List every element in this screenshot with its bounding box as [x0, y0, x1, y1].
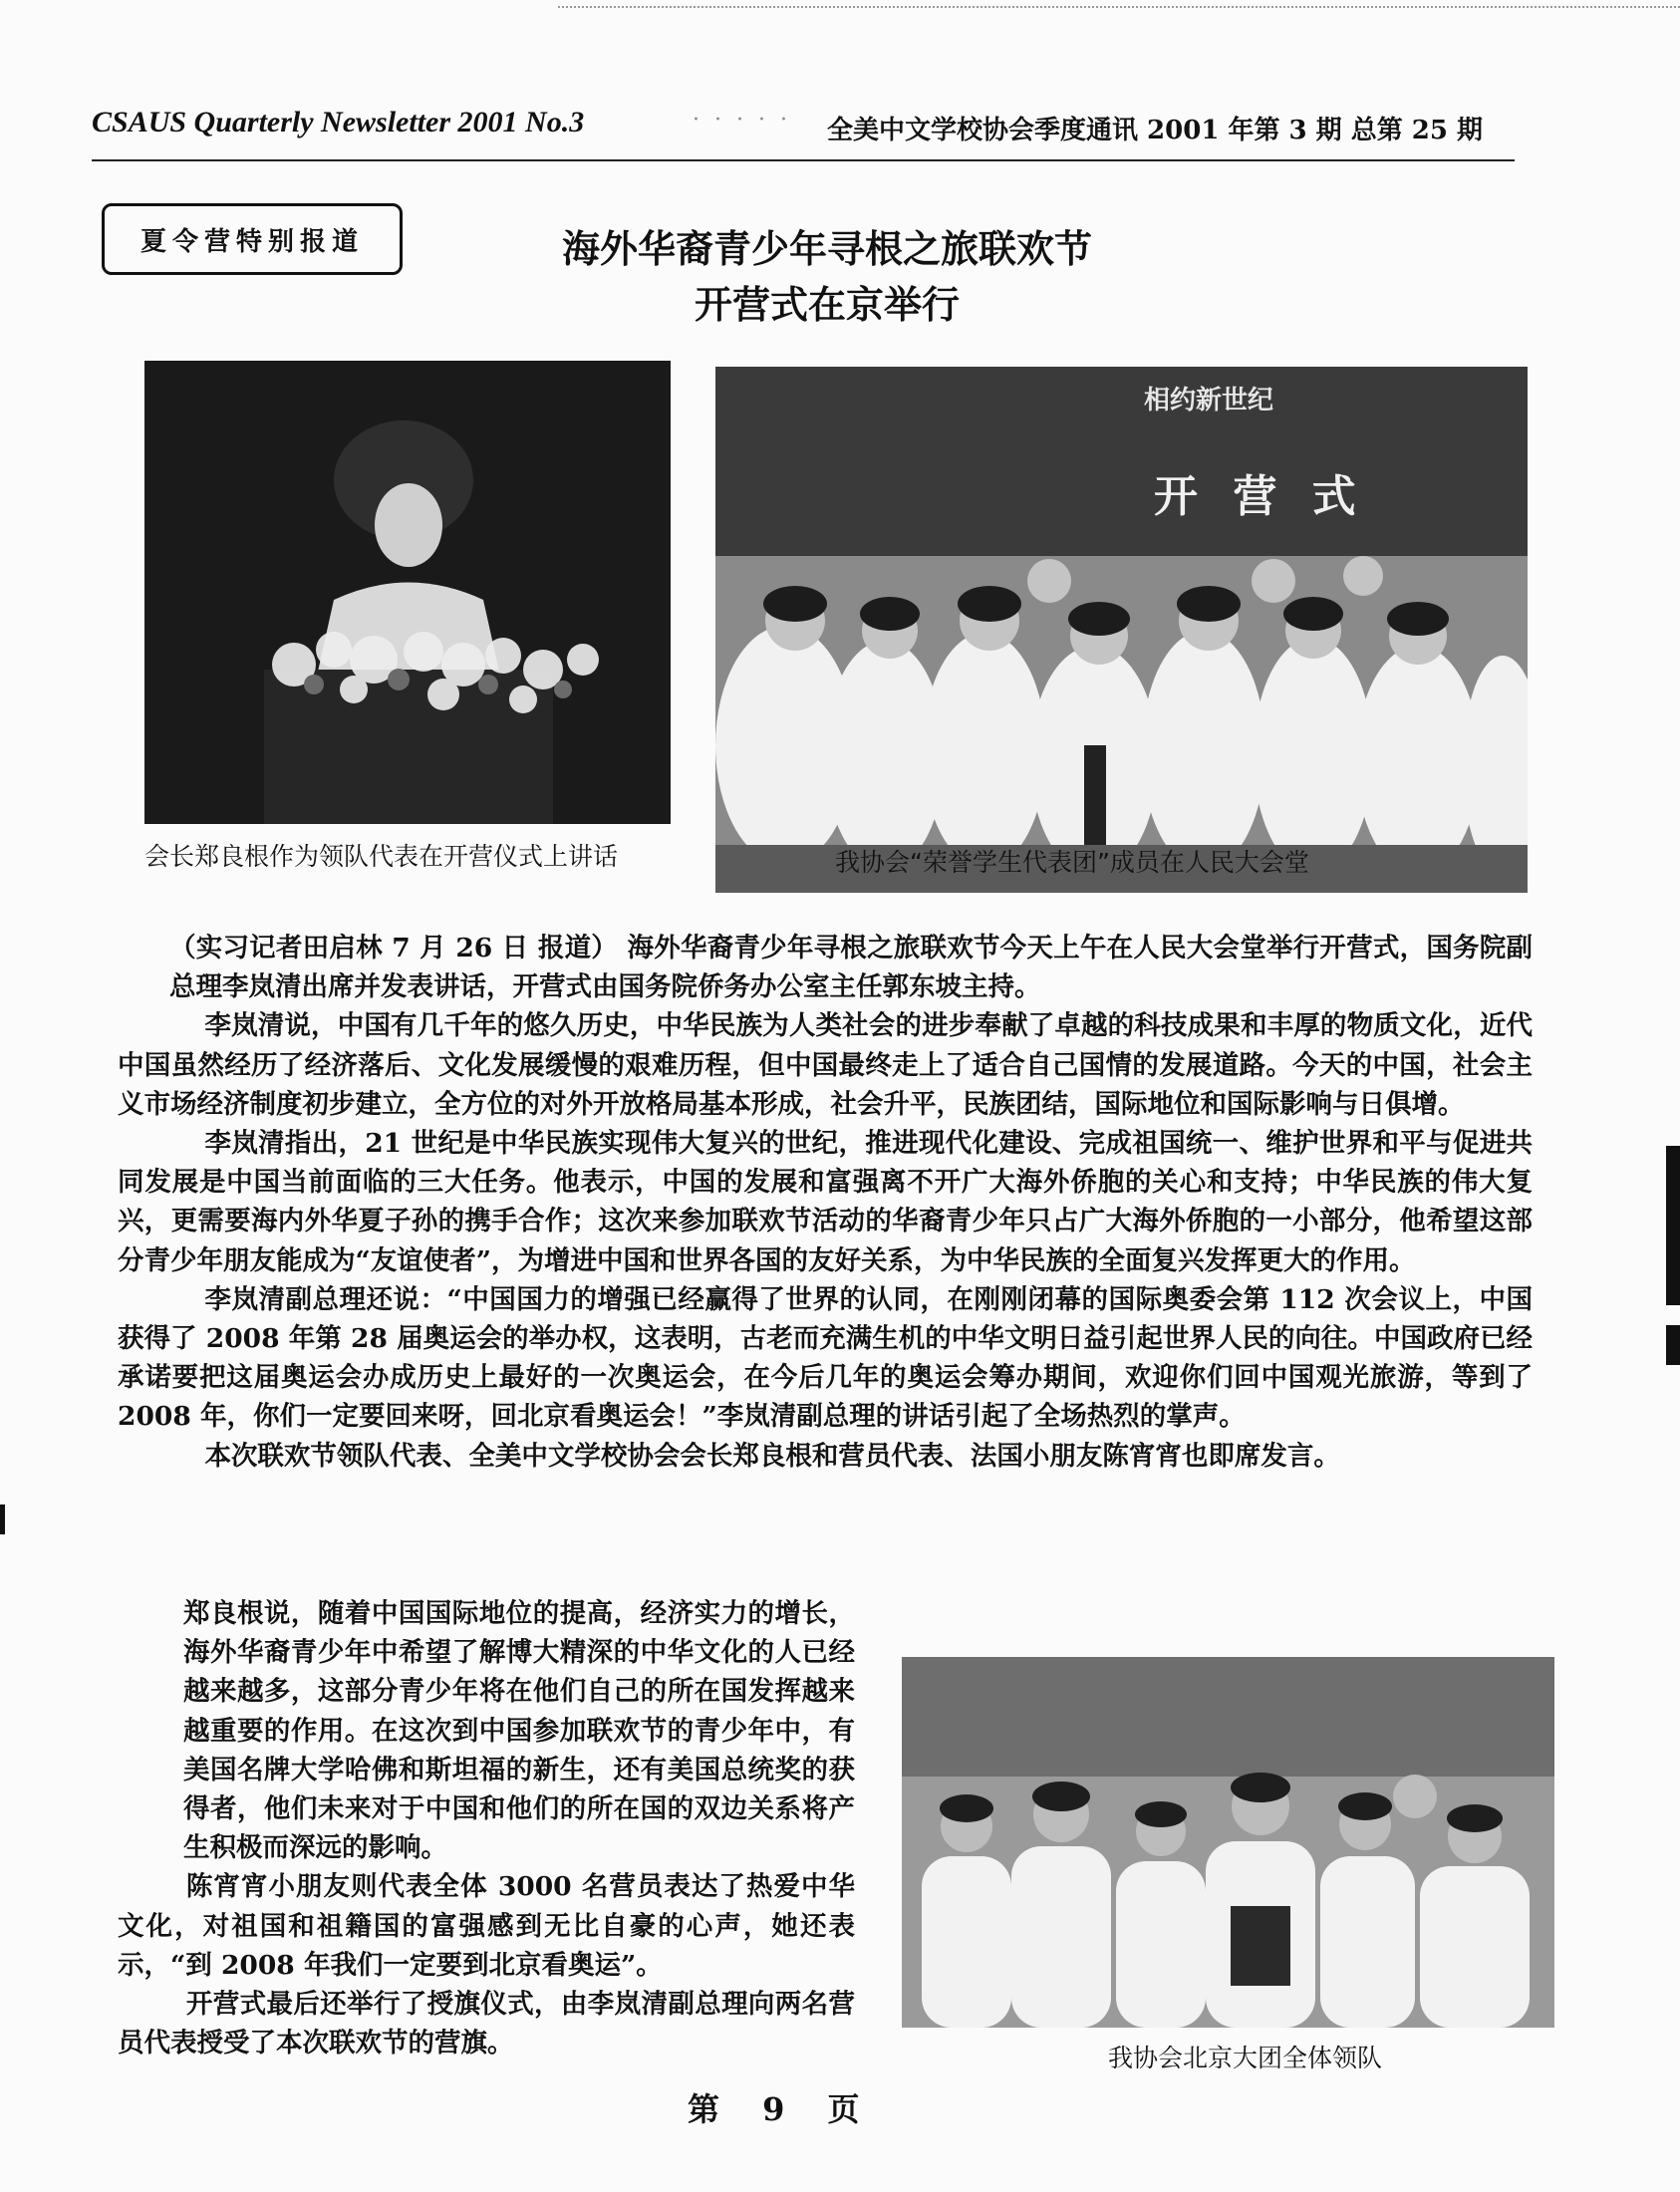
article-body-column	[118, 1594, 855, 2062]
scan-edge-mark	[1666, 1146, 1680, 1305]
top-dotted-rule	[558, 6, 1680, 8]
paragraph-4: 李岚清副总理还说：“中国国力的增强已经赢得了世界的认同，在刚刚闭幕的国际奥委会第 112 次会议上，中国获得了 2008 年第 28 届奥运会的举办权，这表明，古老而充满生机的中华文明日益引起世界人民的向往。中国政府已经承诺要把这届奥运会办成历史上最好的一次奥运会，在今后几年的奥运会筹办期间，欢迎你们回中国观光旅游，等到了 2008 年，你们一定要回来呀，回北京看奥运会！”李岚清副总理的讲话引起了全场热烈的掌声。	[118, 1283, 1533, 1433]
header-dot-ornament: · · · · ·	[693, 108, 791, 133]
speaker-photo-caption: 会长郑良根作为领队代表在开营仪式上讲话	[144, 842, 619, 871]
banner-text-2: 开 营 式	[1154, 471, 1366, 522]
page-number: 第 9 页	[688, 2090, 876, 2128]
students-photo	[715, 367, 1528, 893]
leaders-photo-caption: 我协会北京大团全体领队	[1108, 2044, 1383, 2072]
section-label-box: 夏令营特别报道	[102, 203, 403, 275]
article-body	[118, 929, 1533, 1476]
title-line-2: 开营式在京举行	[694, 282, 960, 327]
students-photo-caption: 我协会“荣誉学生代表团”成员在人民大会堂	[835, 848, 1309, 877]
title-line-1: 海外华裔青少年寻根之旅联欢节	[561, 226, 1092, 271]
paragraph-3: 李岚清指出，21 世纪是中华民族实现伟大复兴的世纪，推进现代化建设、完成祖国统一、维护世界和平与促进共同发展是中国当前面临的三大任务。他表示，中国的发展和富强离不开广大海外侨胞的关心和支持；中华民族的伟大复兴，更需要海内外华夏子孙的携手合作；这次来参加联欢节活动的华裔青少年只占广大海外侨胞的一小部分，他希望这部分青少年朋友能成为“友谊使者”，为增进中国和世界各国的友好关系，为中华民族的全面复兴发挥更大的作用。	[118, 1128, 1533, 1276]
paragraph-6: 郑良根说，随着中国国际地位的提高，经济实力的增长，海外华裔青少年中希望了解博大精深的中华文化的人已经越来越多，这部分青少年将在他们自己的所在国发挥越来越重要的作用。在这次到中国参加联欢节的青少年中，有美国名牌大学哈佛和斯坦福的新生，还有美国总统奖的获得者，他们未来对于中国和他们的所在国的双边关系将产生积极而深远的影响。	[183, 1598, 855, 1864]
newsletter-header-english: CSAUS Quarterly Newsletter 2001 No.3	[92, 106, 585, 138]
article-title	[458, 221, 1196, 333]
paragraph-7: 陈宵宵小朋友则代表全体 3000 名营员表达了热爱中华文化，对祖国和祖籍国的富强感到无比自豪的心声，她还表示，“到 2008 年我们一定要到北京看奥运”。	[118, 1871, 855, 1981]
speaker-photo	[144, 361, 671, 824]
leaders-photo	[902, 1657, 1554, 2028]
paragraph-2: 李岚清说，中国有几千年的悠久历史，中华民族为人类社会的进步奉献了卓越的科技成果和丰厚的物质文化，近代中国虽然经历了经济落后、文化发展缓慢的艰难历程，但中国最终走上了适合自己国情的发展道路。今天的中国，社会主义市场经济制度初步建立，全方位的对外开放格局基本形成，社会升平，民族团结，国际地位和国际影响与日俱增。	[118, 1010, 1533, 1120]
newsletter-header-chinese: 全美中文学校协会季度通讯 2001 年第 3 期 总第 25 期	[827, 116, 1483, 145]
header-rule	[92, 159, 1515, 161]
scan-edge-mark	[1666, 1325, 1680, 1365]
paragraph-5: 本次联欢节领队代表、全美中文学校协会会长郑良根和营员代表、法国小朋友陈宵宵也即席发言。	[204, 1440, 1340, 1472]
scan-edge-mark	[0, 1505, 5, 1534]
paragraph-8: 开营式最后还举行了授旗仪式，由李岚清副总理向两名营员代表授受了本次联欢节的营旗。	[118, 1989, 855, 2059]
banner-text-1: 相约新世纪	[1144, 386, 1274, 415]
paragraph-1: （实习记者田启林 7 月 26 日 报道） 海外华裔青少年寻根之旅联欢节今天上午在人民大会堂举行开营式，国务院副总理李岚清出席并发表讲话，开营式由国务院侨务办公室主任郭东坡主持。	[169, 933, 1533, 1003]
